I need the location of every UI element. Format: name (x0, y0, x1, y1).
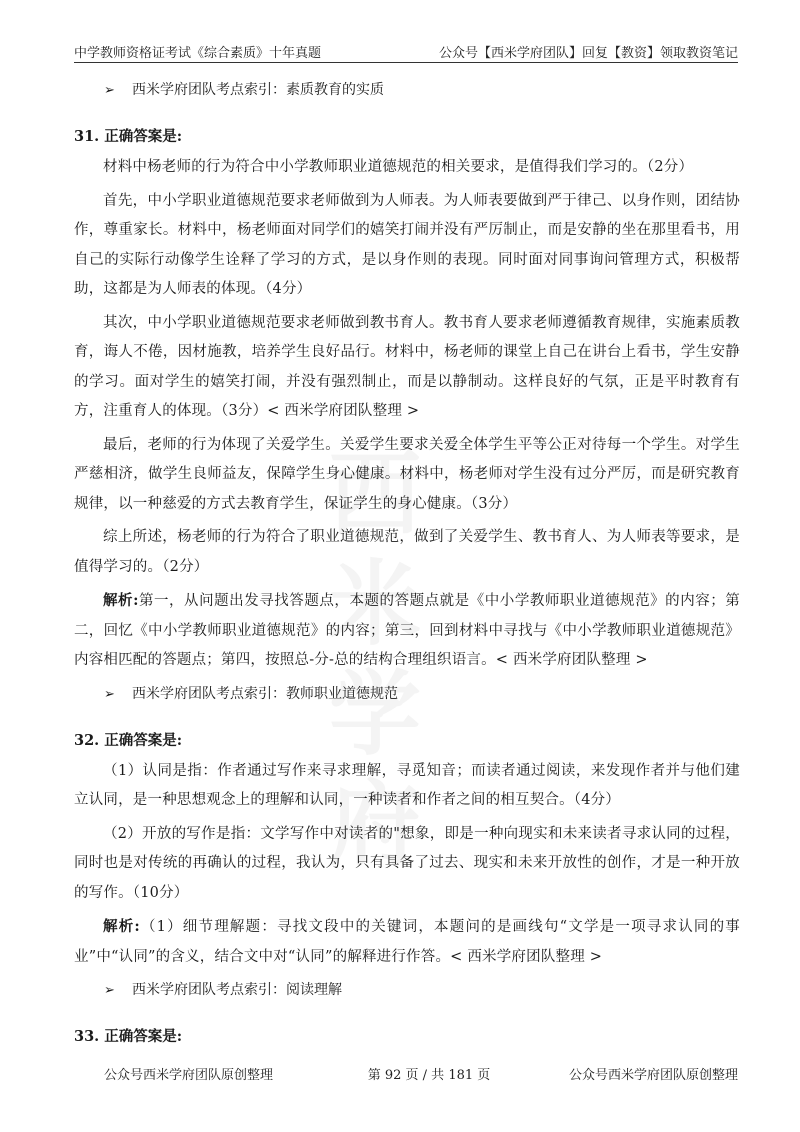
index-text: 西米学府团队考点索引：教师职业道德规范 (132, 685, 398, 702)
index-item-top (74, 78, 740, 103)
q32-para-1: （1）认同是指：作者通过写作来寻求理解，寻觅知音；而读者通过阅读，来发现作者并与他们建立认同，是一种思想观念上的理解和认同，一种读者和作者之间的相互契合。（4分） (74, 762, 740, 808)
header-right-note: 公众号【西米学府团队】回复【教资】领取教资笔记 (438, 46, 738, 61)
arrow-bullet-icon: ➢ (104, 983, 115, 998)
index-text: 西米学府团队考点索引：阅读理解 (132, 982, 342, 998)
q32-analysis (74, 912, 740, 972)
q31-para-3: 其次，中小学职业道德规范要求老师做到教书育人。教书育人要求老师遵循教育规律，实施素质教育，诲人不倦，因材施教，培养学生良好品行。材料中，杨老师的课堂上自己在讲台上看书，学生安静的学习。面对学生的嬉笑打闹，并没有强烈制止，而是以静制动。这样良好的气氛，正是平时教育有方，注重育人的体现。（3分）< 西米学府团队整理 > (74, 314, 740, 419)
arrow-bullet-icon: ➢ (104, 686, 115, 702)
q31-para-1: 材料中杨老师的行为符合中小学教师职业道德规范的相关要求，是值得我们学习的。（2分） (103, 159, 694, 175)
page-header (74, 38, 738, 63)
question-31-heading: 31. 正确答案是: (74, 128, 183, 145)
analysis-label: 解析: (103, 918, 140, 935)
question-32-heading: 32. 正确答案是: (74, 731, 183, 749)
page-content (74, 72, 740, 1049)
q31-para-5: 综上所述，杨老师的行为符合了职业道德规范，做到了关爱学生、教书育人、为人师表等要求，是值得学习的。（2分） (74, 529, 740, 575)
index-text: 西米学府团队考点索引：素质教育的实质 (132, 82, 384, 98)
q31-para-4: 最后，老师的行为体现了关爱学生。关爱学生要求关爱全体学生平等公正对待每一个学生。对学生严慈相济，做学生良师益友，保障学生身心健康。材料中，杨老师对学生没有过分严厉，而是研究教育规律，以一种慈爱的方式去教育学生，保证学生的身心健康。（3分） (74, 436, 740, 512)
footer-right: 公众号西米学府团队原创整理 (568, 1068, 738, 1083)
question-33-heading: 33. 正确答案是: (74, 1028, 183, 1045)
arrow-bullet-icon: ➢ (104, 83, 115, 98)
analysis-label: 解析: (103, 592, 139, 609)
analysis-text: （1）细节理解题：寻找文段中的关键词，本题问的是画线句“文学是一项寻求认同的事业”中“认同”的含义，结合文中对“认同”的解释进行作答。< 西米学府团队整理 > (74, 919, 741, 965)
q31-para-2: 首先，中小学职业道德规范要求老师做到为人师表。为人师表要做到严于律己、以身作则，团结协作，尊重家长。材料中，杨老师面对同学们的嬉笑打闹并没有严厉制止，而是安静的坐在那里看书，用自己的实际行动像学生诠释了学习的方式，是以身作则的表现。同时面对同事询问管理方式，积极帮助，这都是为人师表的体现。（4分） (74, 192, 740, 297)
page-footer (74, 1064, 738, 1084)
header-left-title: 中学教师资格证考试《综合素质》十年真题 (74, 46, 322, 61)
index-item-q32 (74, 978, 740, 1003)
analysis-text: 第一，从问题出发寻找答题点，本题的答题点就是《中小学教师职业道德规范》的内容；第二，回忆《中小学教师职业道德规范》的内容；第三，回到材料中寻找与《中小学教师职业道德规范》内容相匹配的答题点；第四，按照总-分-总的结构合理组织语言。< 西米学府团队整理 > (74, 593, 740, 668)
q32-para-2: （2）开放的写作是指：文学写作中对读者的"想象，即是一种向现实和未来读者寻求认同的过程，同时也是对传统的再确认的过程，我认为，只有具备了过去、现实和未来开放性的创作，才是一种开放的写作。（10分） (74, 825, 740, 901)
footer-left: 公众号西米学府团队原创整理 (104, 1068, 274, 1083)
q31-analysis (74, 586, 740, 676)
page-number: 第 92 页 / 共 181 页 (367, 1068, 491, 1083)
index-item-q31 (74, 682, 740, 707)
